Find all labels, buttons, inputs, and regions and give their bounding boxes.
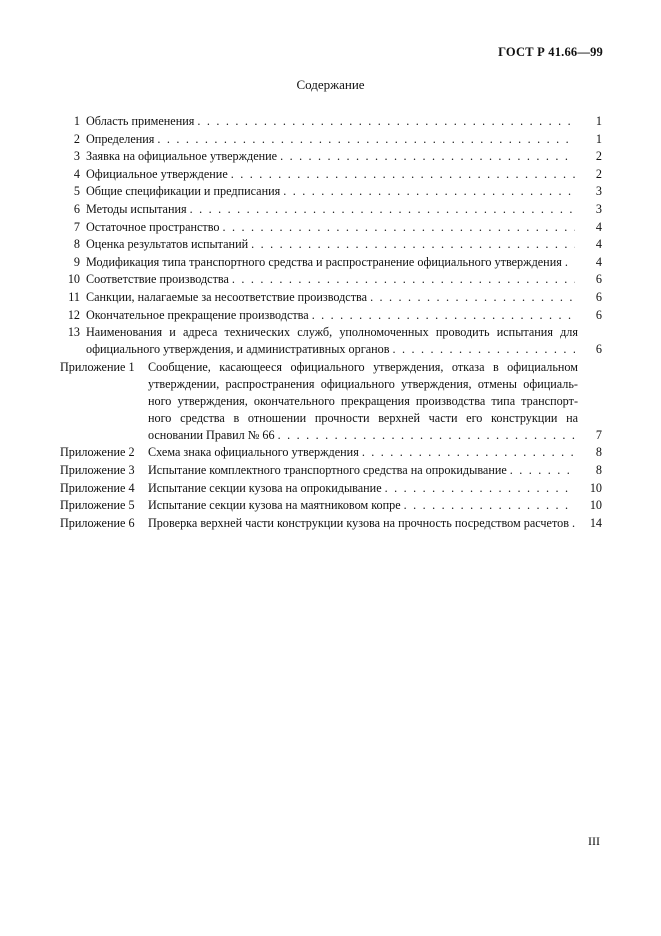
appendix-label: Приложение 4 [60, 480, 135, 495]
leader-dots [157, 131, 575, 148]
toc-entry-body [86, 254, 578, 271]
toc-entry-text: Соответствие производства [86, 272, 229, 287]
appendix-label: Приложение 3 [60, 462, 135, 477]
section-number: 2 [73, 131, 80, 146]
leader-dots [572, 515, 575, 532]
toc-section-row [60, 324, 602, 358]
page-ref: 6 [595, 342, 602, 357]
leader-dots [370, 289, 575, 306]
toc-entry-text: Область применения [86, 114, 195, 128]
appendix-label: Приложение 5 [60, 498, 135, 513]
toc-entry-text: Методы испытания [86, 201, 187, 216]
section-number: 7 [73, 219, 80, 234]
toc-entry-body [86, 289, 578, 306]
toc-entry-body [148, 497, 578, 514]
toc-entry-text: Санкции, налагаемые за несоответствие производства [86, 289, 368, 304]
leader-dots [223, 219, 576, 236]
toc-entry-text: Проверка верхней части конструкции кузова на прочность посредством расчетов [148, 515, 569, 530]
leader-dots [197, 113, 575, 130]
page-ref: 2 [595, 166, 602, 181]
section-number: 11 [68, 289, 80, 304]
toc-section-row [60, 201, 602, 218]
page-ref: 10 [589, 480, 602, 495]
toc-entry-text: Заявка на официальное утверждение [86, 149, 278, 164]
toc-entry-body [148, 462, 578, 479]
page-ref: 2 [595, 149, 602, 164]
toc-entry-line [148, 410, 578, 427]
leader-dots [362, 444, 575, 461]
page-ref: 3 [595, 184, 602, 199]
toc-appendix-row [60, 462, 602, 479]
page-ref: 4 [595, 219, 602, 234]
appendix-label: Приложение 2 [60, 445, 135, 460]
toc-entry-text: Общие спецификации и предписания [86, 184, 281, 199]
toc-section-row [60, 271, 602, 288]
table-of-contents [60, 113, 602, 532]
toc-section-row [60, 289, 602, 306]
toc-appendix-row [60, 444, 602, 461]
section-number: 10 [67, 272, 80, 287]
toc-entry-body [86, 148, 578, 165]
toc-entry-text: Схема знака официального утверждения [148, 445, 359, 460]
leader-dots [510, 462, 575, 479]
toc-entry-body [86, 271, 578, 288]
toc-section-row [60, 307, 602, 324]
section-number: 9 [73, 254, 80, 269]
toc-appendix-row [60, 515, 602, 532]
page-number: III [588, 834, 600, 848]
page-ref: 10 [589, 498, 602, 513]
toc-entry-body [148, 480, 578, 497]
section-number: 1 [73, 114, 80, 128]
page-ref: 6 [595, 272, 602, 287]
toc-entry-body [148, 359, 578, 444]
leader-dots [190, 201, 575, 218]
toc-entry-text: официального утверждения, и административных органов [86, 342, 390, 357]
page-ref: 1 [595, 131, 602, 146]
toc-section-row [60, 113, 602, 130]
page-ref: 7 [595, 427, 602, 442]
toc-section-row [60, 254, 602, 271]
page-title: Содержание [296, 77, 365, 92]
toc-entry-body [86, 324, 578, 358]
toc-appendix-row [60, 497, 602, 514]
appendix-label: Приложение 6 [60, 515, 135, 530]
leader-dots [283, 183, 575, 200]
leader-dots [232, 271, 575, 288]
toc-entry-body [86, 166, 578, 183]
toc-section-row [60, 236, 602, 253]
page-ref: 4 [595, 237, 602, 252]
toc-entry-text: Сообщение, касающееся официального утверждения, отказа в официальном [148, 359, 578, 374]
leader-dots [231, 166, 575, 183]
section-number: 6 [73, 201, 80, 216]
toc-entry-text: Определения [86, 131, 155, 146]
leader-dots [385, 480, 575, 497]
toc-entry-text: Модификация типа транспортного средства и распространение официального утверждения [86, 254, 562, 269]
page-ref: 1 [595, 114, 602, 128]
page-ref: 8 [595, 445, 602, 460]
toc-entry-body [86, 183, 578, 200]
toc-entry-body [148, 444, 578, 461]
toc-entry-text: Испытание секции кузова на опрокидывание [148, 480, 382, 495]
section-number: 8 [73, 237, 80, 252]
toc-entry-line [148, 359, 578, 376]
toc-entry-body [86, 219, 578, 236]
toc-entry-line [86, 324, 578, 341]
leader-dots [280, 148, 575, 165]
toc-entry-text: Испытание секции кузова на маятниковом копре [148, 498, 401, 513]
page-ref: 14 [589, 515, 602, 530]
toc-entry-body [86, 201, 578, 218]
section-number: 3 [73, 149, 80, 164]
leader-dots [404, 497, 575, 514]
section-number: 12 [67, 307, 80, 322]
toc-appendix-row [60, 480, 602, 497]
page-ref: 6 [595, 307, 602, 322]
toc-section-row [60, 131, 602, 148]
section-number: 5 [73, 184, 80, 199]
toc-section-row [60, 148, 602, 165]
toc-entry-line [148, 376, 578, 393]
toc-appendix-row [60, 359, 602, 444]
leader-dots [393, 341, 576, 358]
toc-section-row [60, 219, 602, 236]
toc-entry-text: Официальное утверждение [86, 166, 228, 181]
toc-entry-text: ного утверждения, окончательного прекращения производства типа транспорт- [148, 393, 578, 408]
toc-entry-text: Наименования и адреса технических служб, уполномоченных проводить испытания для [86, 325, 578, 340]
leader-dots [312, 307, 575, 324]
toc-entry-line [148, 427, 578, 444]
toc-entry-text: Окончательное прекращение производства [86, 307, 309, 322]
toc-entry-body [86, 131, 578, 148]
toc-section-row [60, 183, 602, 200]
section-number: 13 [67, 325, 80, 340]
toc-section-row [60, 166, 602, 183]
toc-entry-body [86, 113, 578, 130]
toc-entry-text: основании Правил № 66 [148, 427, 275, 442]
page-ref: 4 [595, 254, 602, 269]
toc-entry-body [86, 307, 578, 324]
toc-entry-text: утверждении, распространения официального утверждения, отмены официаль- [148, 376, 578, 391]
leader-dots [278, 427, 575, 444]
toc-entry-line [86, 341, 578, 358]
page-ref: 3 [595, 201, 602, 216]
toc-entry-text: Остаточное пространство [86, 219, 220, 234]
toc-entry-body [148, 515, 578, 532]
document-code: ГОСТ Р 41.66—99 [498, 45, 603, 59]
toc-entry-text: Оценка результатов испытаний [86, 237, 249, 252]
toc-entry-body [86, 236, 578, 253]
toc-entry-line [148, 393, 578, 410]
toc-entry-text: ного средства в отношении прочности верхней части его конструкции на [148, 410, 578, 425]
page-ref: 6 [595, 289, 602, 304]
page-ref: 8 [595, 462, 602, 477]
appendix-label: Приложение 1 [60, 359, 135, 374]
leader-dots [251, 236, 575, 253]
toc-entry-text: Испытание комплектного транспортного средства на опрокидывание [148, 462, 507, 477]
leader-dots [565, 254, 575, 271]
section-number: 4 [73, 166, 80, 181]
